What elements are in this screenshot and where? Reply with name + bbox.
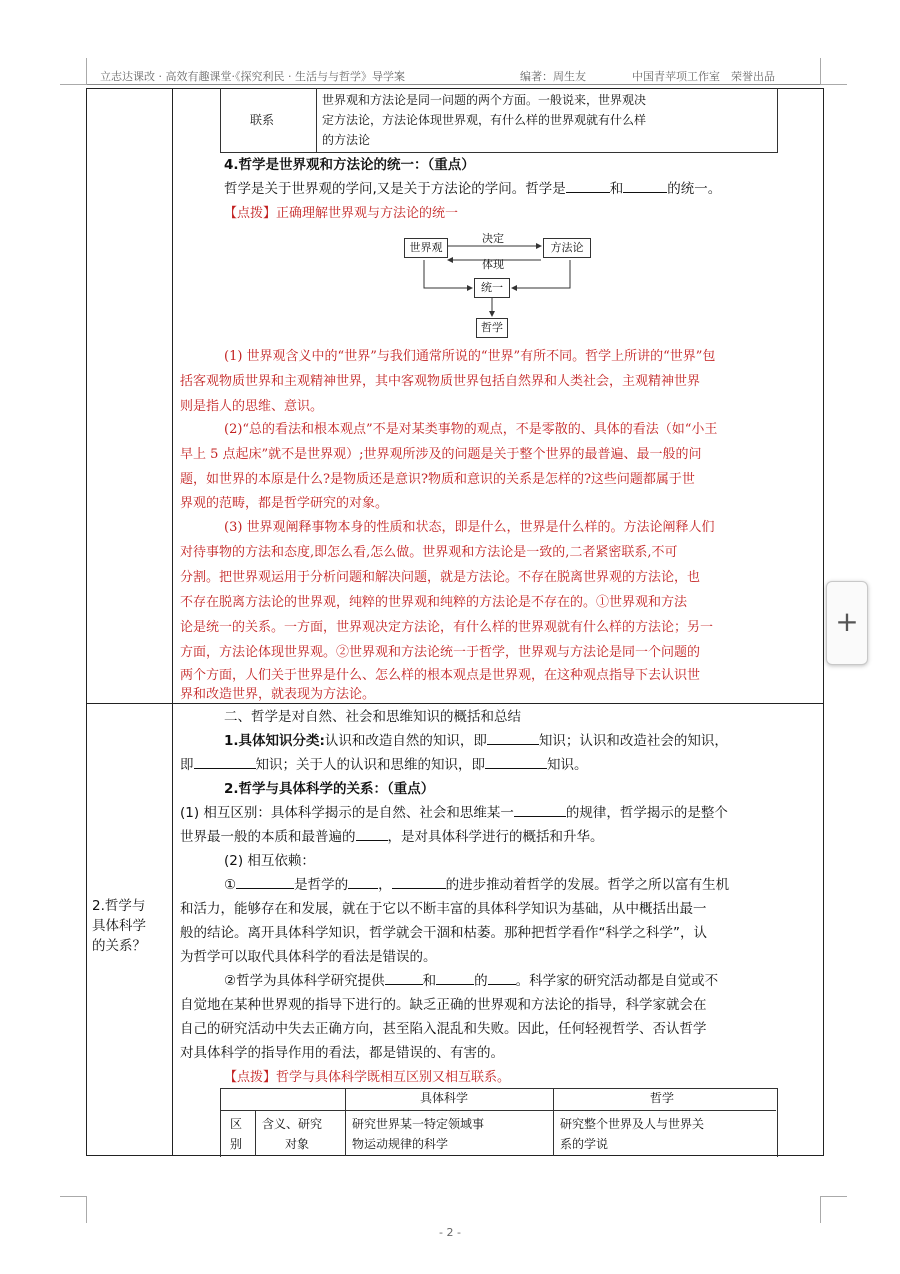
comparison-col-rule bbox=[255, 1110, 256, 1156]
compare-row-group: 区 bbox=[230, 1117, 243, 1131]
diagram-methodology-box: 方法论 bbox=[543, 238, 591, 258]
body-text: 世界最一般的本质和最普遍的 bbox=[180, 829, 356, 845]
compare-row-group: 别 bbox=[230, 1137, 243, 1151]
section2-title: 二、哲学是对自然、社会和思维知识的概括和总结 bbox=[224, 709, 521, 725]
relation-label: 联系 bbox=[250, 113, 275, 127]
body-text: 知识；关于人的认识和思维的知识，即 bbox=[255, 757, 485, 773]
explanation-line: 界和改造世界，就表现为方法论。 bbox=[180, 687, 376, 702]
tip-label-2: 【点拨】哲学与具体科学既相互区别又相互联系。 bbox=[224, 1070, 511, 1085]
dependence-1 bbox=[224, 874, 729, 897]
body-text: 认识和改造自然的知识，即 bbox=[324, 733, 487, 749]
section4-heading: 4.哲学是世界观和方法论的统一：（重点） bbox=[224, 157, 475, 173]
dependence-heading: (2) 相互依赖： bbox=[224, 853, 315, 869]
compare-cell-science: 物运动规律的科学 bbox=[352, 1137, 449, 1151]
compare-cell-science: 研究世界某一特定领域事 bbox=[352, 1117, 485, 1131]
relation-table-divider bbox=[316, 88, 317, 152]
page-header bbox=[100, 68, 820, 82]
body-text: 的规律，哲学揭示的是整个 bbox=[565, 805, 728, 821]
body-text: ， bbox=[378, 877, 392, 893]
body-text: 知识；认识和改造社会的知识， bbox=[538, 733, 728, 749]
tip-label: 【点拨】正确理解世界观与方法论的统一 bbox=[224, 206, 459, 221]
difference-line bbox=[180, 802, 728, 825]
statement-text: 的统一。 bbox=[667, 181, 722, 197]
compare-row-label: 含义、研究 bbox=[262, 1117, 323, 1131]
statement-text: 哲学是关于世界观的学问,又是关于方法论的学问。哲学是 bbox=[224, 181, 566, 197]
fill-blank[interactable] bbox=[356, 826, 388, 841]
compare-header-philosophy: 哲学 bbox=[650, 1091, 675, 1105]
row-label-line: 具体科学 bbox=[92, 918, 146, 934]
diagram-unity-box: 统一 bbox=[474, 278, 510, 298]
compare-row-label: 对象 bbox=[285, 1137, 310, 1151]
comparison-col-rule bbox=[553, 1088, 554, 1156]
relation-line: 世界观和方法论是同一问题的两个方面。一般说来，世界观决 bbox=[322, 93, 647, 107]
explanation-line: (2)“总的看法和根本观点”不是对某类事物的观点，不是零散的、具体的看法（如“小王 bbox=[224, 422, 718, 437]
comparison-col-rule bbox=[345, 1088, 346, 1156]
fill-blank[interactable] bbox=[623, 178, 667, 193]
body-text: ②哲学为具体科学研究提供 bbox=[224, 973, 385, 989]
body-text: 和 bbox=[422, 973, 437, 989]
crop-mark-bottom-left bbox=[60, 1196, 87, 1223]
explanation-line: 则是指人的思维、意识。 bbox=[180, 399, 324, 414]
explanation-line: 方面，方法论体现世界观。②世界观和方法论统一于哲学，世界观与方法论是同一个问题的 bbox=[180, 645, 701, 660]
crop-mark-bottom-right bbox=[820, 1196, 847, 1223]
body-line: 自觉地在某种世界观的指导下进行的。缺乏正确的世界观和方法论的指导，科学家就会在 bbox=[180, 997, 707, 1013]
row-label-line: 的关系？ bbox=[92, 938, 146, 954]
add-button[interactable]: + bbox=[826, 581, 868, 665]
subsection-heading-relation: 2.哲学与具体科学的关系：（重点） bbox=[224, 781, 435, 797]
row-label-line: 2.哲学与 bbox=[92, 898, 146, 914]
table-column-divider bbox=[172, 88, 173, 1156]
comparison-header-rule bbox=[220, 1110, 776, 1111]
body-text: 即 bbox=[180, 757, 194, 773]
row-label-2 bbox=[92, 896, 146, 956]
explanation-line: 分割。把世界观运用于分析问题和解决问题，就是方法论。不存在脱离世界观的方法论，也 bbox=[180, 570, 701, 585]
section4-statement bbox=[224, 178, 721, 201]
body-line: 对具体科学的指导作用的看法，都是错误的、有害的。 bbox=[180, 1045, 504, 1061]
page-number: - 2 - bbox=[439, 1226, 461, 1239]
diagram-decide-label: 决定 bbox=[482, 232, 504, 245]
body-text: 的 bbox=[474, 973, 488, 989]
difference-line-2 bbox=[180, 826, 604, 849]
diagram-philosophy-box: 哲学 bbox=[476, 318, 508, 338]
subsection-heading: 1.具体知识分类: bbox=[224, 733, 325, 749]
header-studio: 中国青苹项工作室 荣誉出品 bbox=[632, 70, 775, 83]
fill-blank[interactable] bbox=[436, 970, 474, 985]
relation-line: 定方法论，方法论体现世界观，有什么样的世界观就有什么样 bbox=[322, 113, 647, 127]
header-editor: 编著：周生友 bbox=[520, 70, 586, 83]
body-text: 的进步推动着哲学的发展。哲学之所以富有生机 bbox=[445, 877, 730, 893]
body-text: 是哲学的 bbox=[294, 877, 349, 893]
fill-blank[interactable] bbox=[385, 970, 423, 985]
fill-blank[interactable] bbox=[194, 754, 256, 769]
compare-cell-philosophy: 系的学说 bbox=[560, 1137, 609, 1151]
fill-blank[interactable] bbox=[348, 874, 378, 889]
explanation-line: 界观的范畴，都是哲学研究的对象。 bbox=[180, 496, 389, 511]
crop-mark-top-right bbox=[820, 58, 847, 85]
body-line: 为哲学可以取代具体科学的看法是错误的。 bbox=[180, 949, 437, 965]
fill-blank[interactable] bbox=[236, 874, 294, 889]
header-title: 立志达课改 · 高效有趣课堂·《探究利民 · 生活与与哲学》导学案 bbox=[100, 70, 405, 83]
body-text: ，是对具体科学进行的概括和升华。 bbox=[387, 829, 604, 845]
relation-line: 的方法论 bbox=[322, 133, 371, 147]
dependence-2 bbox=[224, 970, 718, 993]
compare-header-science: 具体科学 bbox=[420, 1091, 469, 1105]
explanation-line: 括客观物质世界和主观精神世界，其中客观物质世界包括自然界和人类社会，主观精神世界 bbox=[180, 374, 701, 389]
fill-blank[interactable] bbox=[566, 178, 610, 193]
knowledge-classification bbox=[224, 730, 728, 753]
fill-blank[interactable] bbox=[485, 754, 547, 769]
diagram-embody-label: 体现 bbox=[482, 258, 504, 271]
body-text: ① bbox=[224, 877, 237, 893]
explanation-line: 不存在脱离方法论的世界观，纯粹的世界观和纯粹的方法论是不存在的。①世界观和方法 bbox=[180, 595, 688, 610]
body-text: 知识。 bbox=[547, 757, 588, 773]
header-rule bbox=[86, 84, 826, 85]
explanation-line: 论是统一的关系。一方面，世界观决定方法论，有什么样的世界观就有什么样的方法论；另一 bbox=[180, 620, 714, 635]
body-text: (1) 相互区别：具体科学揭示的是自然、社会和思维某一 bbox=[180, 805, 514, 821]
crop-mark-top-left bbox=[60, 58, 87, 85]
body-line: 和活力，能够存在和发展，就在于它以不断丰富的具体科学知识为基础，从中概括出最一 bbox=[180, 901, 707, 917]
explanation-line: 早上 5 点起床”就不是世界观）;世界观所涉及的问题是关于整个世界的最普遍、最一般的问 bbox=[180, 447, 702, 462]
knowledge-classification-cont bbox=[180, 754, 588, 777]
fill-blank[interactable] bbox=[392, 874, 446, 889]
worldview-diagram bbox=[400, 232, 600, 342]
diagram-worldview-box: 世界观 bbox=[404, 238, 448, 258]
explanation-line: 两个方面，人们关于世界是什么、怎么样的根本观点是世界观，在这种观点指导下去认识世 bbox=[180, 668, 701, 683]
statement-text: 和 bbox=[609, 181, 624, 197]
explanation-line: 对待事物的方法和态度,即怎么看,怎么做。世界观和方法论是一致的,二者紧密联系,不可 bbox=[180, 545, 678, 560]
fill-blank[interactable] bbox=[488, 970, 516, 985]
fill-blank[interactable] bbox=[514, 802, 566, 817]
explanation-line: (1) 世界观含义中的“世界”与我们通常所说的“世界”有所不同。哲学上所讲的“世界”包 bbox=[224, 349, 716, 364]
body-line: 自己的研究活动中失去正确方向，甚至陷入混乱和失败。因此，任何轻视哲学、否认哲学 bbox=[180, 1021, 707, 1037]
compare-cell-philosophy: 研究整个世界及人与世界关 bbox=[560, 1117, 705, 1131]
body-text: 。科学家的研究活动都是自觉或不 bbox=[515, 973, 719, 989]
explanation-line: 题，如世界的本原是什么?是物质还是意识?物质和意识的关系是怎样的?这些问题都属于世 bbox=[180, 472, 695, 487]
explanation-line: (3) 世界观阐释事物本身的性质和状态，即是什么，世界是什么样的。方法论阐释人们 bbox=[224, 520, 715, 535]
fill-blank[interactable] bbox=[487, 730, 539, 745]
body-line: 般的结论。离开具体科学知识，哲学就会干涸和枯萎。那种把哲学看作“科学之科学”，认 bbox=[180, 925, 707, 941]
